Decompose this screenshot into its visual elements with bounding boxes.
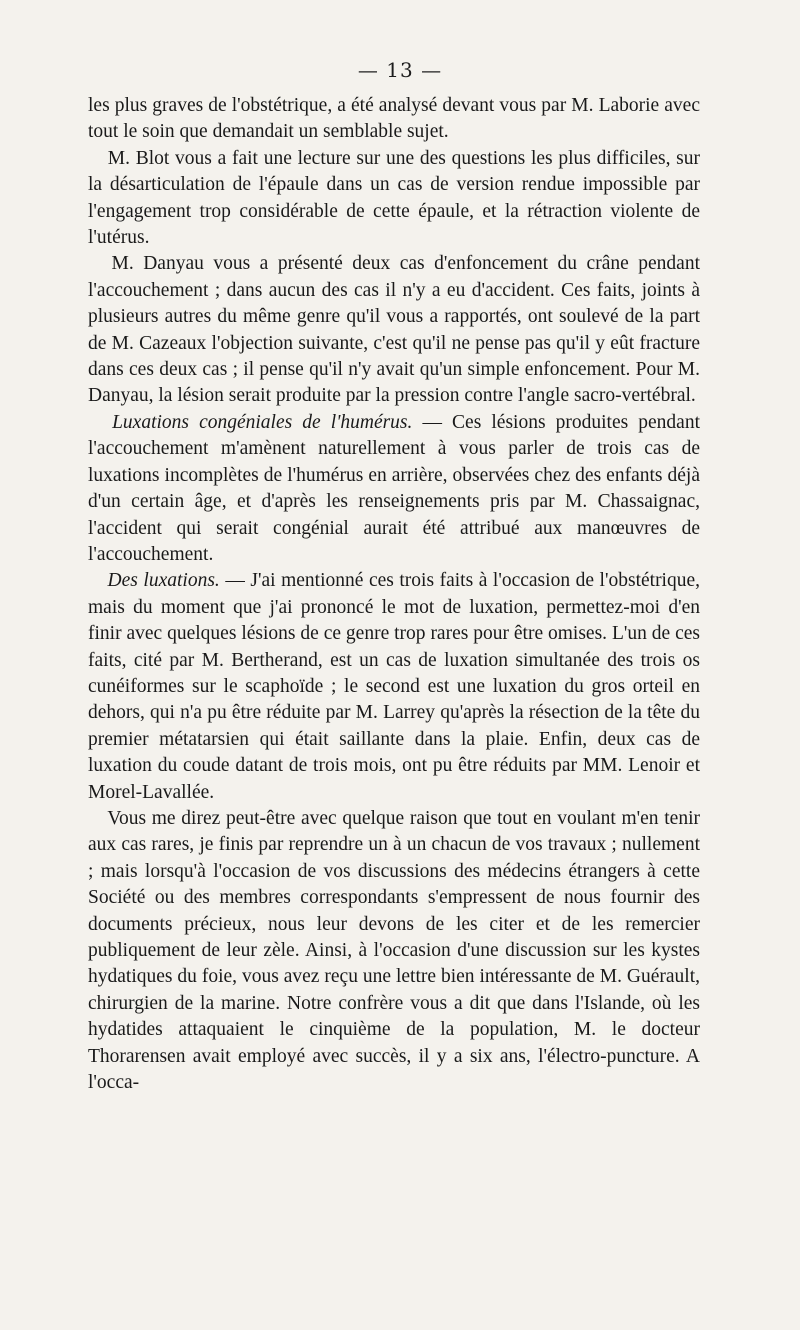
paragraph — [88, 251, 700, 409]
paragraph — [88, 93, 700, 146]
paragraph-text: — Ces lésions produites pendant l'accouchement m'amènent naturellement à vous parler de trois cas de luxations incomplètes de l'humérus en arrière, observées chez des enfants déjà d'un certain âge, et d'après les renseignements pris par M. Chassaignac, l'accident qui serait congénial aurait été attribué aux manœuvres de l'accouchement. — [88, 411, 700, 565]
paragraph-text: M. Blot vous a fait une lecture sur une des questions les plus difficiles, sur la désarticulation de l'épaule dans un cas de version rendue impossible par l'engagement trop considérable de cette épaule, et la rétraction violente de l'utérus. — [88, 147, 701, 249]
paragraph — [88, 410, 700, 568]
paragraph-text: — J'ai mentionné ces trois faits à l'occasion de l'obstétrique, mais du moment que j'ai prononcé le mot de luxation, permettez-moi d'en finir avec quelques lésions de ce genre trop rares pour être omises. L'un de ces faits, cité par M. Bertherand, est un cas de luxation simultanée des trois os cunéiformes sur le scaphoïde ; le second est une luxation du gros orteil en dehors, qui n'a pu être réduite par M. Larrey qu'après la résection de la tête du premier métatarsien qui était saillante dans la plaie. Enfin, deux cas de luxation du coude datant de trois mois, ont pu être réduits par MM. Lenoir et Morel-Lavallée. — [88, 570, 701, 803]
paragraph-lead: Luxations congéniales de l'humérus. — [112, 411, 413, 433]
page-number: — 13 — — [357, 58, 443, 82]
body-text — [88, 93, 700, 1096]
paragraph-lead: Des luxations. — [107, 570, 220, 592]
paragraph — [88, 568, 700, 806]
paragraph-text: M. Danyau vous a présenté deux cas d'enfoncement du crâne pendant l'accouchement ; dans aucun des cas il n'y a eu d'accident. Ces faits, joints à plusieurs autres du même genre qu'il vous a rapportés, ont soulevé de la part de M. Cazeaux l'objection suivante, c'est qu'il ne pense pas qu'il y eût fracture dans ces deux cas ; il pense qu'il n'y avait qu'un simple enfoncement. Pour M. Danyau, la lésion serait produite par la pression contre l'angle sacro-vertébral. — [88, 253, 700, 407]
paragraph — [88, 146, 700, 252]
paragraph-text: les plus graves de l'obstétrique, a été analysé devant vous par M. Laborie avec tout le soin que demandait un semblable sujet. — [88, 95, 700, 143]
paragraph — [88, 806, 700, 1096]
paragraph-text: Vous me direz peut-être avec quelque raison que tout en voulant m'en tenir aux cas rares, je finis par reprendre un à un chacun de vos travaux ; nullement ; mais lorsqu'à l'occasion de vos discussions des médecins étrangers à cette Société ou des membres correspondants s'empressent de nous fournir des documents précieux, nous leur devons de les citer et de les remercier publiquement de leur zèle. Ainsi, à l'occasion d'une discussion sur les kystes hydatiques du foie, vous avez reçu une lettre bien intéressante de M. Guérault, chirurgien de la marine. Notre confrère vous a dit que dans l'Islande, où les hydatides attaquaient le cinquième de la population, M. le docteur Thorarensen avait employé avec succès, il y a six ans, l'électro-puncture. A l'occa- — [88, 807, 701, 1094]
